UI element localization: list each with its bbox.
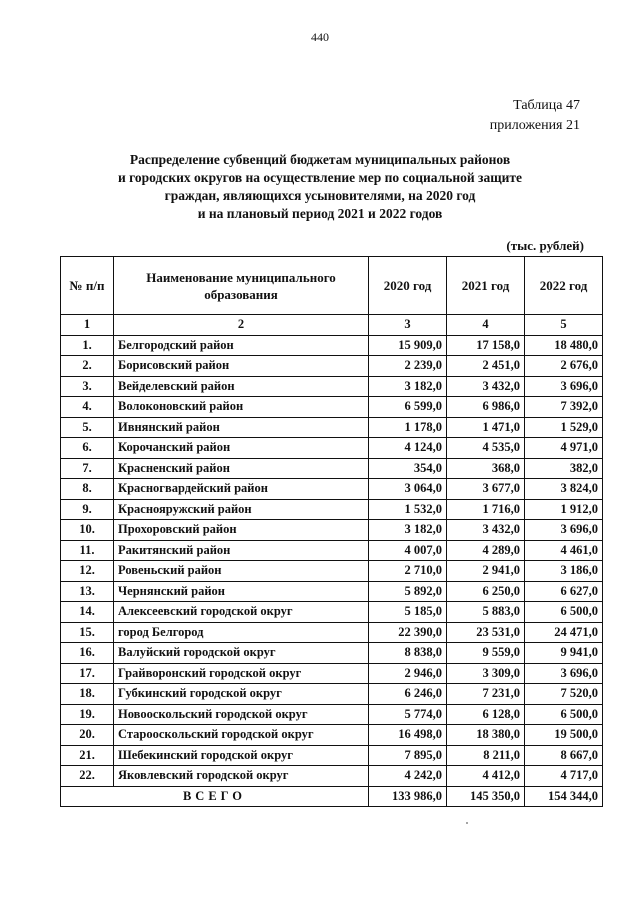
value-2020: 5 185,0 — [369, 602, 447, 623]
municipality-name: город Белгород — [114, 622, 369, 643]
value-2022: 4 461,0 — [525, 540, 603, 561]
municipality-name: Прохоровский район — [114, 520, 369, 541]
value-2022: 1 529,0 — [525, 417, 603, 438]
units-label: (тыс. рублей) — [506, 238, 584, 253]
value-2020: 6 599,0 — [369, 397, 447, 418]
table-row — [61, 725, 603, 746]
municipality-name: Белгородский район — [114, 335, 369, 356]
table-row — [61, 663, 603, 684]
column-index-row — [61, 315, 603, 336]
municipality-name: Вейделевский район — [114, 376, 369, 397]
value-2021: 3 432,0 — [447, 520, 525, 541]
scan-speck — [466, 822, 468, 824]
value-2020: 8 838,0 — [369, 643, 447, 664]
row-number: 5. — [61, 417, 114, 438]
table-row — [61, 622, 603, 643]
table-row — [61, 602, 603, 623]
table-row — [61, 520, 603, 541]
table-row — [61, 581, 603, 602]
value-2020: 3 064,0 — [369, 479, 447, 500]
table-row — [61, 479, 603, 500]
row-number: 13. — [61, 581, 114, 602]
header-2021: 2021 год — [447, 257, 525, 315]
value-2022: 7 520,0 — [525, 684, 603, 705]
value-2020: 15 909,0 — [369, 335, 447, 356]
table-row — [61, 766, 603, 787]
total-row — [61, 786, 603, 807]
value-2021: 7 231,0 — [447, 684, 525, 705]
header-2020: 2020 год — [369, 257, 447, 315]
municipality-name: Грайворонский городской округ — [114, 663, 369, 684]
table-row — [61, 438, 603, 459]
table-body — [61, 315, 603, 787]
value-2022: 19 500,0 — [525, 725, 603, 746]
table-header-row — [61, 257, 603, 315]
table-row — [61, 643, 603, 664]
value-2021: 18 380,0 — [447, 725, 525, 746]
value-2021: 368,0 — [447, 458, 525, 479]
value-2022: 3 186,0 — [525, 561, 603, 582]
row-number: 17. — [61, 663, 114, 684]
municipality-name: Валуйский городской округ — [114, 643, 369, 664]
value-2021: 3 432,0 — [447, 376, 525, 397]
header-number: № п/п — [61, 257, 114, 315]
value-2022: 7 392,0 — [525, 397, 603, 418]
page-number: 440 — [311, 30, 329, 44]
value-2022: 24 471,0 — [525, 622, 603, 643]
value-2021: 17 158,0 — [447, 335, 525, 356]
value-2021: 4 289,0 — [447, 540, 525, 561]
municipality-name: Старооскольский городской округ — [114, 725, 369, 746]
column-index: 1 — [61, 315, 114, 336]
row-number: 2. — [61, 356, 114, 377]
row-number: 3. — [61, 376, 114, 397]
table-reference — [490, 96, 580, 136]
value-2022: 6 500,0 — [525, 602, 603, 623]
header-municipality: Наименование муниципального образования — [114, 257, 369, 315]
column-index: 2 — [114, 315, 369, 336]
value-2021: 6 986,0 — [447, 397, 525, 418]
value-2020: 5 892,0 — [369, 581, 447, 602]
municipality-name: Яковлевский городской округ — [114, 766, 369, 787]
row-number: 16. — [61, 643, 114, 664]
value-2022: 4 717,0 — [525, 766, 603, 787]
total-2020: 133 986,0 — [369, 786, 447, 807]
municipality-name: Ивнянский район — [114, 417, 369, 438]
municipality-name: Волоконовский район — [114, 397, 369, 418]
value-2021: 5 883,0 — [447, 602, 525, 623]
row-number: 18. — [61, 684, 114, 705]
municipality-name: Чернянский район — [114, 581, 369, 602]
total-2021: 145 350,0 — [447, 786, 525, 807]
column-index: 4 — [447, 315, 525, 336]
value-2022: 3 696,0 — [525, 520, 603, 541]
table-row — [61, 397, 603, 418]
title-line-3: граждан, являющихся усыновителями, на 2020 год — [164, 188, 476, 203]
value-2022: 6 500,0 — [525, 704, 603, 725]
value-2021: 9 559,0 — [447, 643, 525, 664]
table-row — [61, 745, 603, 766]
value-2021: 6 128,0 — [447, 704, 525, 725]
value-2022: 8 667,0 — [525, 745, 603, 766]
row-number: 20. — [61, 725, 114, 746]
municipality-name: Шебекинский городской округ — [114, 745, 369, 766]
value-2020: 6 246,0 — [369, 684, 447, 705]
value-2021: 2 451,0 — [447, 356, 525, 377]
table-row — [61, 499, 603, 520]
value-2021: 4 412,0 — [447, 766, 525, 787]
value-2021: 3 309,0 — [447, 663, 525, 684]
table-row — [61, 540, 603, 561]
table-row — [61, 704, 603, 725]
value-2021: 23 531,0 — [447, 622, 525, 643]
row-number: 7. — [61, 458, 114, 479]
table-row — [61, 684, 603, 705]
municipality-name: Корочанский район — [114, 438, 369, 459]
row-number: 4. — [61, 397, 114, 418]
row-number: 11. — [61, 540, 114, 561]
column-index: 5 — [525, 315, 603, 336]
row-number: 12. — [61, 561, 114, 582]
value-2020: 3 182,0 — [369, 376, 447, 397]
value-2020: 22 390,0 — [369, 622, 447, 643]
value-2021: 8 211,0 — [447, 745, 525, 766]
value-2020: 16 498,0 — [369, 725, 447, 746]
municipality-name: Ровеньский район — [114, 561, 369, 582]
value-2021: 4 535,0 — [447, 438, 525, 459]
value-2022: 382,0 — [525, 458, 603, 479]
row-number: 6. — [61, 438, 114, 459]
value-2022: 3 696,0 — [525, 376, 603, 397]
value-2022: 1 912,0 — [525, 499, 603, 520]
row-number: 21. — [61, 745, 114, 766]
table-reference-line-2: приложения 21 — [489, 118, 580, 133]
value-2021: 1 716,0 — [447, 499, 525, 520]
table-row — [61, 356, 603, 377]
subvention-table — [60, 256, 603, 807]
value-2020: 5 774,0 — [369, 704, 447, 725]
value-2020: 7 895,0 — [369, 745, 447, 766]
table-row — [61, 458, 603, 479]
row-number: 9. — [61, 499, 114, 520]
municipality-name: Красненский район — [114, 458, 369, 479]
municipality-name: Борисовский район — [114, 356, 369, 377]
table-row — [61, 376, 603, 397]
value-2021: 2 941,0 — [447, 561, 525, 582]
value-2020: 2 239,0 — [369, 356, 447, 377]
value-2022: 2 676,0 — [525, 356, 603, 377]
value-2022: 9 941,0 — [525, 643, 603, 664]
table-reference-line-1: Таблица 47 — [513, 98, 580, 113]
row-number: 14. — [61, 602, 114, 623]
municipality-name: Алексеевский городской округ — [114, 602, 369, 623]
row-number: 10. — [61, 520, 114, 541]
value-2020: 4 242,0 — [369, 766, 447, 787]
value-2022: 6 627,0 — [525, 581, 603, 602]
value-2020: 2 946,0 — [369, 663, 447, 684]
value-2020: 354,0 — [369, 458, 447, 479]
value-2021: 1 471,0 — [447, 417, 525, 438]
value-2020: 2 710,0 — [369, 561, 447, 582]
total-label: ВСЕГО — [61, 786, 369, 807]
document-title — [0, 151, 640, 223]
row-number: 22. — [61, 766, 114, 787]
value-2020: 4 007,0 — [369, 540, 447, 561]
row-number: 19. — [61, 704, 114, 725]
municipality-name: Губкинский городской округ — [114, 684, 369, 705]
value-2020: 1 178,0 — [369, 417, 447, 438]
value-2022: 4 971,0 — [525, 438, 603, 459]
column-index: 3 — [369, 315, 447, 336]
title-line-1: Распределение субвенций бюджетам муниципальных районов — [129, 152, 511, 167]
header-2022: 2022 год — [525, 257, 603, 315]
table-row — [61, 561, 603, 582]
value-2020: 1 532,0 — [369, 499, 447, 520]
row-number: 15. — [61, 622, 114, 643]
value-2021: 6 250,0 — [447, 581, 525, 602]
value-2020: 3 182,0 — [369, 520, 447, 541]
row-number: 1. — [61, 335, 114, 356]
value-2022: 18 480,0 — [525, 335, 603, 356]
title-line-4: и на плановый период 2021 и 2022 годов — [197, 206, 443, 221]
table-row — [61, 417, 603, 438]
municipality-name: Ракитянский район — [114, 540, 369, 561]
total-2022: 154 344,0 — [525, 786, 603, 807]
municipality-name: Краснояружский район — [114, 499, 369, 520]
title-line-2: и городских округов на осуществление мер по социальной защите — [117, 170, 523, 185]
row-number: 8. — [61, 479, 114, 500]
municipality-name: Новооскольский городской округ — [114, 704, 369, 725]
table-row — [61, 335, 603, 356]
municipality-name: Красногвардейский район — [114, 479, 369, 500]
value-2022: 3 696,0 — [525, 663, 603, 684]
value-2022: 3 824,0 — [525, 479, 603, 500]
value-2020: 4 124,0 — [369, 438, 447, 459]
value-2021: 3 677,0 — [447, 479, 525, 500]
